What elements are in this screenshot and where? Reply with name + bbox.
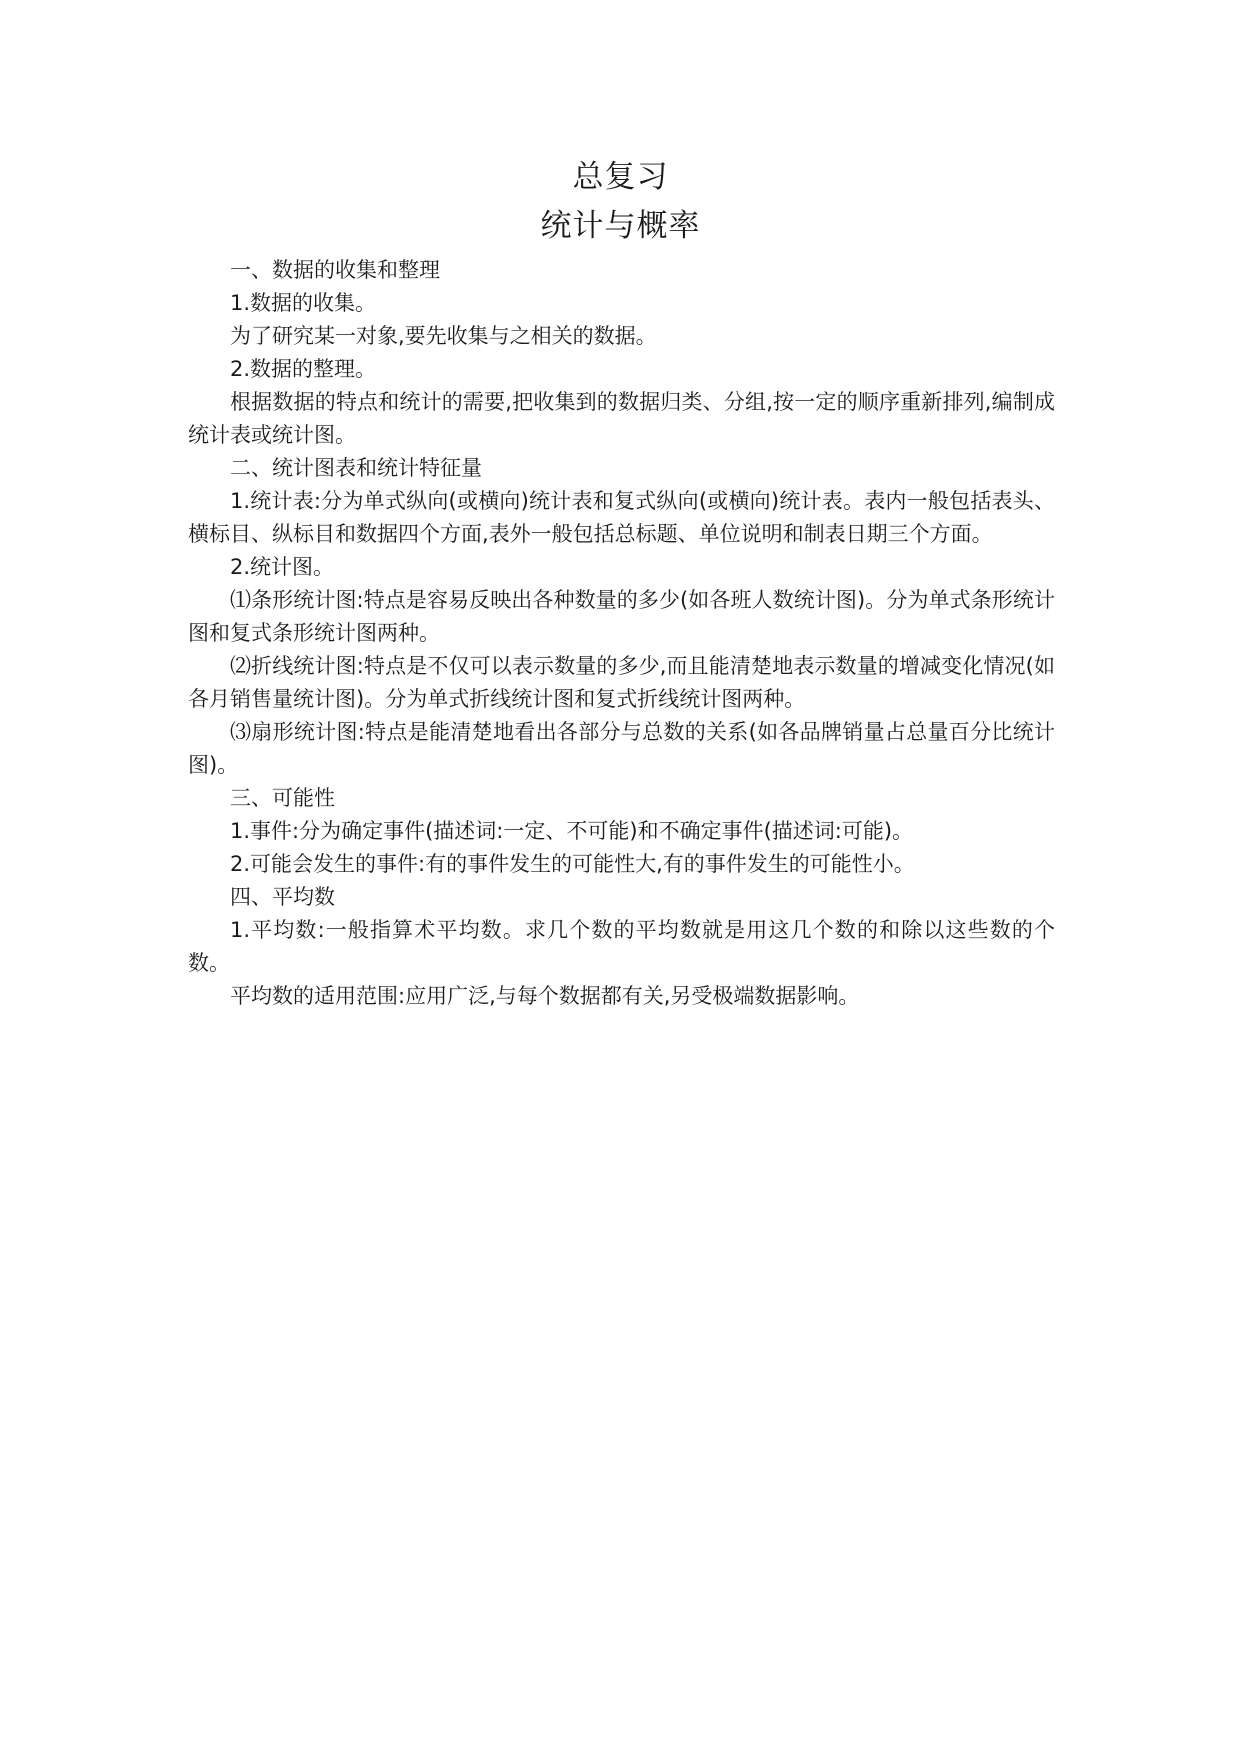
- document-body: [188, 254, 1055, 1013]
- paragraph: 1.事件:分为确定事件(描述词:一定、不可能)和不确定事件(描述词:可能)。: [230, 819, 914, 843]
- section-heading-average: 四、平均数: [230, 885, 335, 909]
- paragraph: 2.可能会发生的事件:有的事件发生的可能性大,有的事件发生的可能性小。: [230, 852, 915, 876]
- paragraph: 1.平均数:一般指算术平均数。求几个数的平均数就是用这几个数的和除以这些数的个数。: [188, 918, 1055, 975]
- paragraph: ⑵折线统计图:特点是不仅可以表示数量的多少,而且能清楚地表示数量的增减变化情况(如各月销售量统计图)。分为单式折线统计图和复式折线统计图两种。: [188, 654, 1055, 711]
- paragraph: 平均数的适用范围:应用广泛,与每个数据都有关,另受极端数据影响。: [230, 984, 860, 1008]
- paragraph: ⑶扇形统计图:特点是能清楚地看出各部分与总数的关系(如各品牌销量占总量百分比统计图)。: [188, 720, 1055, 777]
- section-heading-data-collection: 一、数据的收集和整理: [230, 258, 440, 282]
- paragraph: 为了研究某一对象,要先收集与之相关的数据。: [230, 324, 657, 348]
- subsection-heading: 1.数据的收集。: [230, 291, 377, 315]
- paragraph: ⑴条形统计图:特点是容易反映出各种数量的多少(如各班人数统计图)。分为单式条形统计图和复式条形统计图两种。: [188, 588, 1055, 645]
- paragraph: 根据数据的特点和统计的需要,把收集到的数据归类、分组,按一定的顺序重新排列,编制成统计表或统计图。: [188, 390, 1055, 447]
- paragraph: 1.统计表:分为单式纵向(或横向)统计表和复式纵向(或横向)统计表。表内一般包括表头、横标目、纵标目和数据四个方面,表外一般包括总标题、单位说明和制表日期三个方面。: [188, 489, 1055, 546]
- section-heading-statistics: 二、统计图表和统计特征量: [230, 456, 482, 480]
- subsection-heading: 2.统计图。: [230, 555, 335, 579]
- section-heading-probability: 三、可能性: [230, 786, 335, 810]
- document-title: 总复习: [572, 159, 669, 195]
- document-subtitle: 统计与概率: [540, 208, 701, 244]
- subsection-heading: 2.数据的整理。: [230, 357, 377, 381]
